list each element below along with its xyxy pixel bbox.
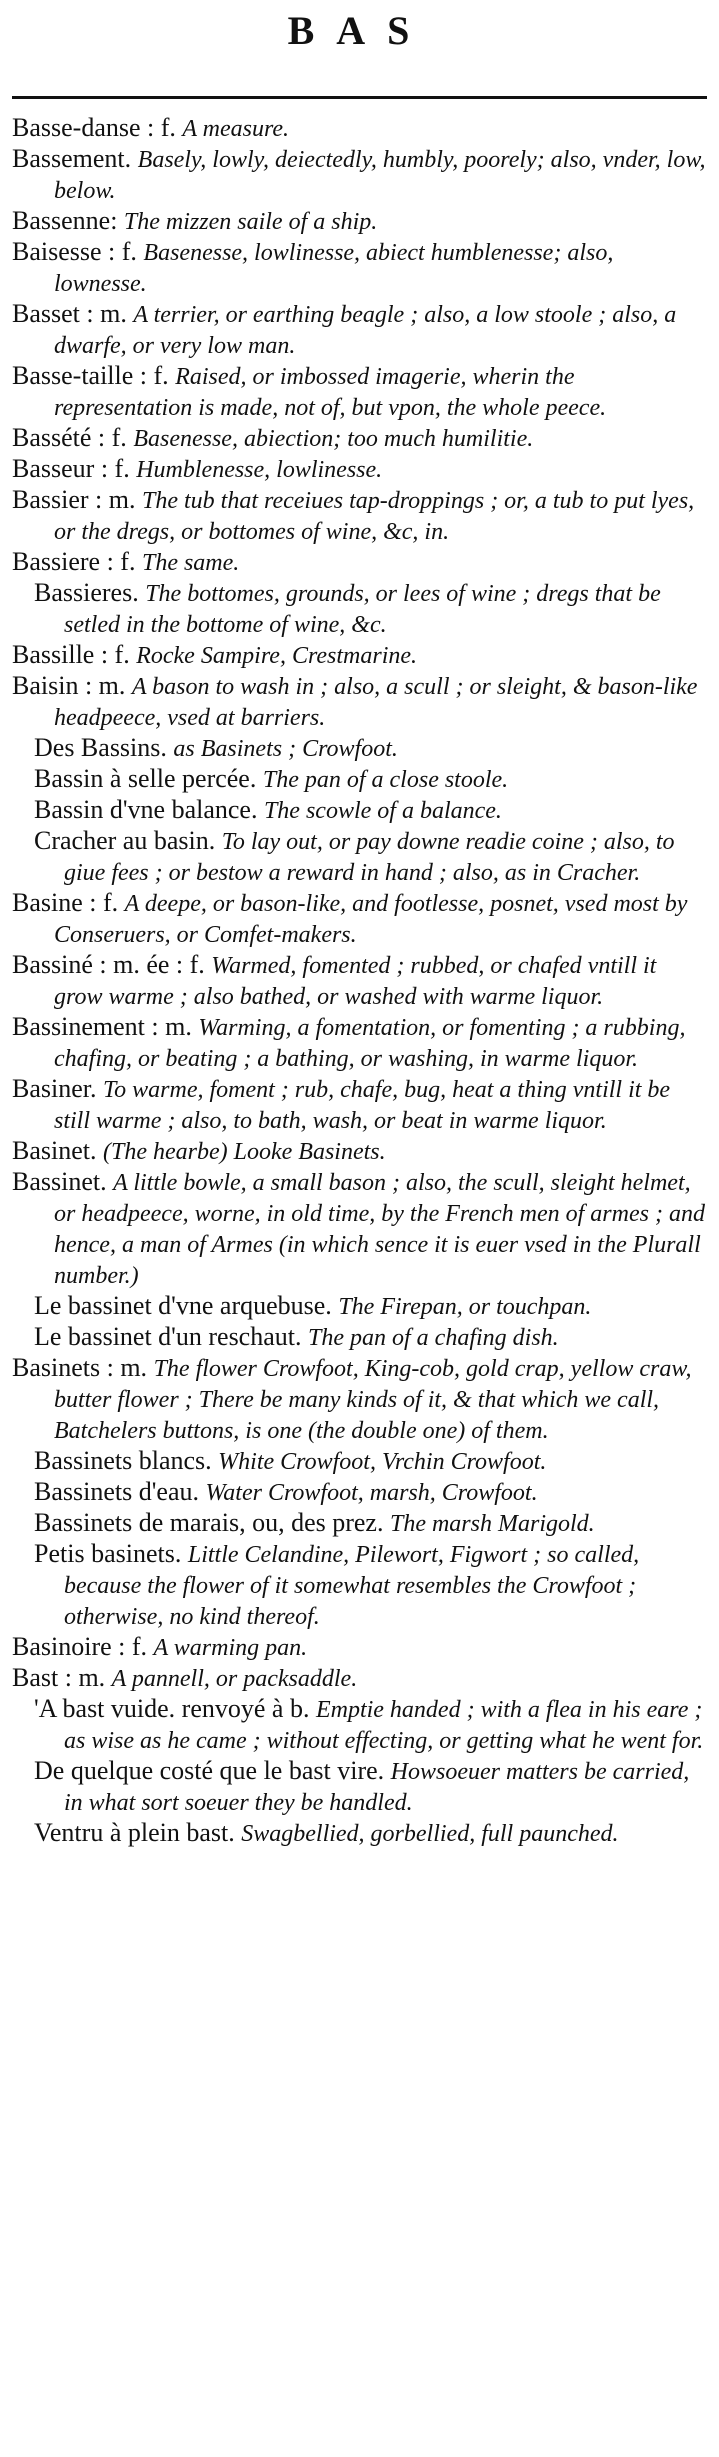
entry-definition: A measure. — [182, 116, 290, 142]
sub-entry — [12, 1322, 707, 1353]
entry-definition: Warming, a fomentation, or fomenting ; a rubbing, chafing, or beating ; a bathing, or washing, in warme liquor. — [54, 1015, 686, 1072]
entry-definition: as Basinets ; Crowfoot. — [173, 736, 398, 762]
dictionary-entry — [12, 454, 707, 485]
dictionary-entry — [12, 888, 707, 950]
dictionary-entry — [12, 1012, 707, 1074]
dictionary-entry — [12, 144, 707, 206]
entry-headword: Cracher au basin. — [34, 826, 222, 855]
entry-definition: Rocke Sampire, Crestmarine. — [136, 643, 418, 669]
entry-definition: Humblenesse, lowlinesse. — [136, 457, 383, 483]
entry-definition: The mizzen saile of a ship. — [123, 209, 378, 235]
dictionary-entry — [12, 671, 707, 733]
dictionary-entry — [12, 1074, 707, 1136]
entry-headword: Bassiné : m. ée : f. — [12, 950, 212, 979]
entry-definition: A pannell, or packsaddle. — [111, 1666, 358, 1692]
entry-definition: The pan of a chafing dish. — [308, 1325, 559, 1351]
entry-headword: Bassinement : m. — [12, 1012, 199, 1041]
entry-headword: Basseur : f. — [12, 454, 137, 483]
sub-entry — [12, 1477, 707, 1508]
dictionary-entry — [12, 950, 707, 1012]
entry-headword: De quelque costé que le bast vire. — [34, 1756, 391, 1785]
sub-entry — [12, 733, 707, 764]
sub-entry — [12, 1756, 707, 1818]
entry-headword: Bassiere : f. — [12, 547, 142, 576]
entry-definition: The Firepan, or touchpan. — [338, 1294, 592, 1320]
entry-definition: Emptie handed ; with a flea in his eare ; as wise as he came ; without effecting, or getting what he went for. — [64, 1697, 704, 1754]
entry-definition: The tub that receiues tap-droppings ; or, a tub to put lyes, or the dregs, or bottomes of wine, &c, in. — [54, 488, 695, 545]
entry-headword: Le bassinet d'vne arquebuse. — [34, 1291, 339, 1320]
entry-headword: Bassille : f. — [12, 640, 137, 669]
sub-entry — [12, 1539, 707, 1632]
entry-headword: Baisin : m. — [12, 671, 132, 700]
entry-headword: Bassété : f. — [12, 423, 134, 452]
entry-headword: Bassinets blancs. — [34, 1446, 219, 1475]
entry-headword: Bassinets de marais, ou, des prez. — [34, 1508, 390, 1537]
dictionary-entry — [12, 1136, 707, 1167]
entry-headword: Bassement. — [12, 144, 138, 173]
dictionary-entry — [12, 547, 707, 578]
sub-entry — [12, 795, 707, 826]
entry-headword: Basine : f. — [12, 888, 125, 917]
running-head: BAS — [287, 8, 432, 53]
entry-definition: To warme, foment ; rub, chafe, bug, heat a thing vntill it be still warme ; also, to bath, wash, or beat in warme liquor. — [54, 1077, 671, 1134]
dictionary-entry — [12, 485, 707, 547]
entry-headword: Basinets : m. — [12, 1353, 154, 1382]
dictionary-entry — [12, 206, 707, 237]
entry-headword: Basse-danse : f. — [12, 113, 183, 142]
entry-headword: Baisesse : f. — [12, 237, 144, 266]
entry-headword: Bassin à selle percée. — [34, 764, 263, 793]
sub-entry — [12, 578, 707, 640]
entry-headword: Basiner. — [12, 1074, 103, 1103]
sub-entry — [12, 1446, 707, 1477]
entry-definition: The scowle of a balance. — [263, 798, 502, 824]
dictionary-entry — [12, 299, 707, 361]
sub-entry — [12, 764, 707, 795]
entry-definition: The same. — [141, 550, 240, 576]
entry-definition: A little bowle, a small bason ; also, the scull, sleight helmet, or headpeece, worne, in old time, by the French men of armes ; and hence, a man of Armes (in which sence it is euer vsed in the Plurall number.) — [54, 1170, 705, 1289]
entry-definition: Basenesse, abiection; too much humilitie. — [133, 426, 534, 452]
entry-definition: A terrier, or earthing beagle ; also, a low stoole ; also, a dwarfe, or very low man. — [54, 302, 677, 359]
entry-headword: Bassinets d'eau. — [34, 1477, 206, 1506]
entry-definition: Warmed, fomented ; rubbed, or chafed vntill it grow warme ; also bathed, or washed with warme liquor. — [54, 953, 657, 1010]
sub-entry — [12, 1291, 707, 1322]
entry-definition: A bason to wash in ; also, a scull ; or sleight, & bason-like headpeece, vsed at barriers. — [54, 674, 698, 731]
sub-entry — [12, 1818, 707, 1849]
entry-headword: Basinet. — [12, 1136, 103, 1165]
entry-definition: Howsoeuer matters be carried, in what sort soeuer they be handled. — [64, 1759, 690, 1816]
entry-definition: To lay out, or pay downe readie coine ; also, to giue fees ; or bestow a reward in hand ; also, as in Cracher. — [64, 829, 675, 886]
sub-entry — [12, 1508, 707, 1539]
entry-list — [12, 113, 707, 1849]
entry-headword: Le bassinet d'un reschaut. — [34, 1322, 308, 1351]
dictionary-entry — [12, 1167, 707, 1291]
sub-entry — [12, 826, 707, 888]
entry-definition: A warming pan. — [153, 1635, 308, 1661]
entry-headword: Bassier : m. — [12, 485, 142, 514]
entry-definition: Little Celandine, Pilewort, Figwort ; so called, because the flower of it somewhat resembles the Crowfoot ; otherwise, no kind thereof. — [64, 1542, 640, 1630]
dictionary-entry — [12, 237, 707, 299]
entry-headword: Bassin d'vne balance. — [34, 795, 264, 824]
entry-definition: The bottomes, grounds, or lees of wine ; dregs that be setled in the bottome of wine, &c. — [64, 581, 661, 638]
dictionary-entry — [12, 113, 707, 144]
entry-definition: The marsh Marigold. — [389, 1511, 595, 1537]
entry-headword: Bast : m. — [12, 1663, 112, 1692]
entry-headword: 'A bast vuide. renvoyé à b. — [34, 1694, 316, 1723]
header-rule — [12, 96, 707, 99]
entry-definition: Swagbellied, gorbellied, full paunched. — [241, 1821, 619, 1847]
entry-definition: Raised, or imbossed imagerie, wherin the representation is made, not of, but vpon, the whole peece. — [54, 364, 607, 421]
entry-definition: Water Crowfoot, marsh, Crowfoot. — [205, 1480, 538, 1506]
entry-definition: The flower Crowfoot, King-cob, gold crap, yellow craw, butter flower ; There be many kinds of it, & that which we call, Batchelers buttons, is one (the double one) of them. — [54, 1356, 692, 1444]
entry-headword: Basinoire : f. — [12, 1632, 154, 1661]
entry-definition: The pan of a close stoole. — [262, 767, 509, 793]
entry-definition: A deepe, or bason-like, and footlesse, posnet, vsed most by Conseruers, or Comfet-makers. — [54, 891, 688, 948]
entry-headword: Bassieres. — [34, 578, 146, 607]
entry-definition: (The hearbe) Looke Basinets. — [103, 1139, 386, 1165]
dictionary-entry — [12, 1353, 707, 1446]
sub-entry — [12, 1694, 707, 1756]
entry-definition: Basely, lowly, deiectedly, humbly, poorely; also, vnder, low, below. — [54, 147, 706, 204]
entry-headword: Bassinet. — [12, 1167, 114, 1196]
entry-definition: Basenesse, lowlinesse, abiect humblenesse; also, lownesse. — [54, 240, 614, 297]
dictionary-entry — [12, 640, 707, 671]
entry-definition: White Crowfoot, Vrchin Crowfoot. — [218, 1449, 547, 1475]
entry-headword: Basse-taille : f. — [12, 361, 176, 390]
entry-headword: Petis basinets. — [34, 1539, 188, 1568]
entry-headword: Basset : m. — [12, 299, 134, 328]
dictionary-entry — [12, 361, 707, 423]
entry-headword: Ventru à plein bast. — [34, 1818, 242, 1847]
entry-headword: Bassenne: — [12, 206, 124, 235]
dictionary-entry — [12, 1663, 707, 1694]
dictionary-entry — [12, 423, 707, 454]
entry-headword: Des Bassins. — [34, 733, 174, 762]
dictionary-entry — [12, 1632, 707, 1663]
